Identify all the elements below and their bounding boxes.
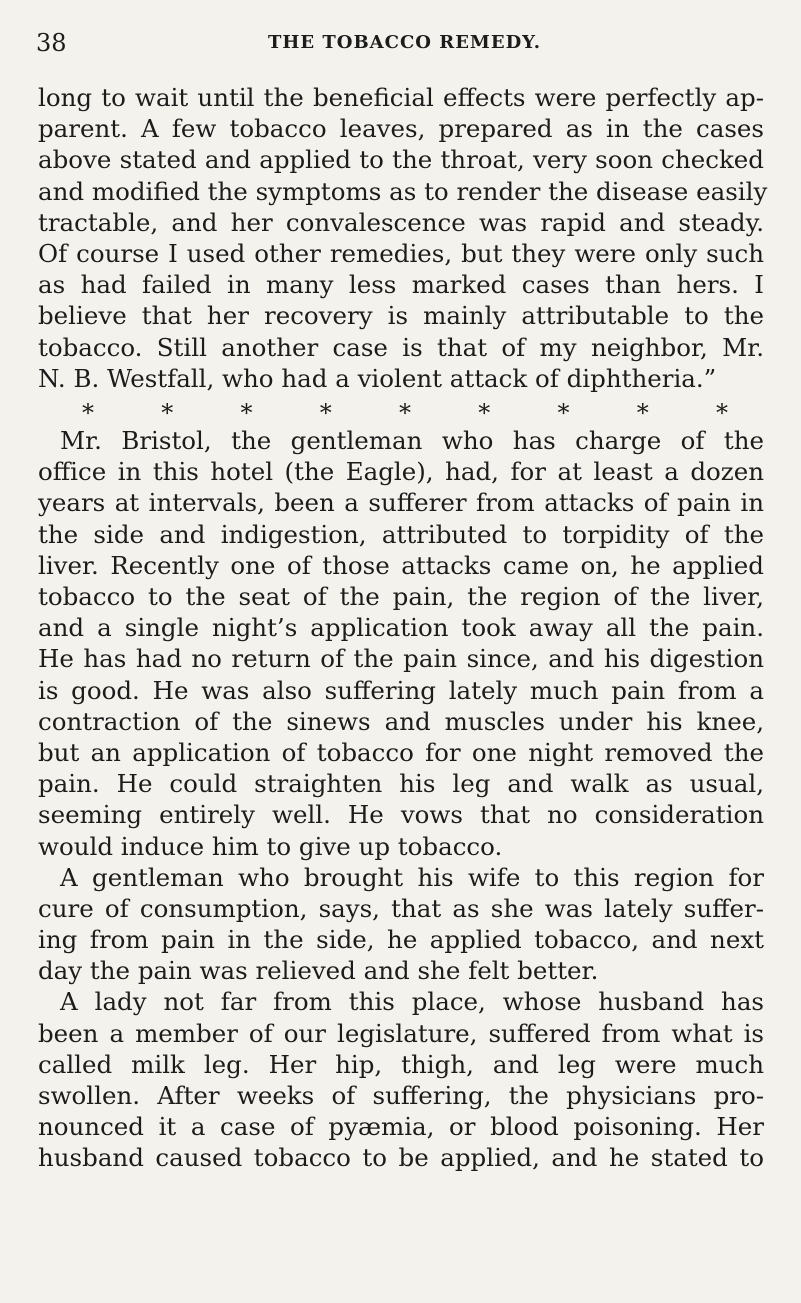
asterisk: *: [161, 398, 174, 427]
page-header: [36, 28, 766, 58]
paragraph-4: [38, 986, 764, 1173]
text-line: cure of consumption, says, that as she was lately suffer-: [38, 893, 764, 923]
text-line: called milk leg. Her hip, thigh, and leg were much: [38, 1049, 764, 1079]
asterisk-separator: [82, 394, 728, 425]
text-line: day the pain was relieved and she felt better.: [38, 956, 599, 986]
running-head: THE TOBACCO REMEDY.: [268, 32, 541, 53]
asterisk: *: [82, 398, 94, 427]
text-line: tractable, and her convalescence was rapid and steady.: [38, 207, 764, 237]
paragraph-1: [38, 82, 768, 394]
paragraph-3: [38, 862, 764, 987]
text-line: ing from pain in the side, he applied tobacco, and next: [38, 925, 764, 955]
text-line: above stated and applied to the throat, very soon checked: [38, 145, 764, 175]
text-line: been a member of our legislature, suffered from what is: [38, 1018, 764, 1048]
text-line: tobacco. Still another case is that of my neighbor, Mr.: [38, 332, 764, 362]
text-line: Mr. Bristol, the gentleman who has charge of the: [60, 426, 764, 456]
text-line: swollen. After weeks of suffering, the physicians pro-: [38, 1081, 764, 1110]
text-line: as had failed in many less marked cases than hers. I: [38, 270, 764, 300]
text-line: office in this hotel (the Eagle), had, for at least a dozen: [38, 457, 764, 487]
text-line: years at intervals, been a sufferer from attacks of pain in: [38, 488, 764, 518]
text-line: is good. He was also suffering lately much pain from a: [38, 675, 764, 705]
asterisk: *: [716, 398, 728, 427]
asterisk: *: [399, 398, 411, 427]
text-line: the side and indigestion, attributed to torpidity of the: [38, 519, 764, 549]
text-line: A gentleman who brought his wife to this region for: [60, 862, 764, 892]
asterisk: *: [319, 398, 332, 427]
asterisk: *: [636, 398, 649, 427]
text-line: long to wait until the beneficial effects were perfectly ap-: [38, 83, 764, 112]
text-line: believe that her recovery is mainly attributable to the: [38, 301, 764, 331]
text-line: N. B. Westfall, who had a violent attack of diphtheria.”: [38, 363, 717, 393]
text-line: contraction of the sinews and muscles under his knee,: [38, 706, 764, 736]
text-line: parent. A few tobacco leaves, prepared as in the cases: [38, 114, 764, 144]
text-line: but an application of tobacco for one night removed the: [38, 737, 764, 767]
body-text: [38, 82, 768, 1174]
text-line: husband caused tobacco to be applied, and he stated to: [38, 1143, 764, 1173]
page-number: 38: [36, 29, 67, 57]
paragraph-2: [38, 425, 764, 862]
asterisk: *: [557, 398, 570, 427]
text-line: seeming entirely well. He vows that no consideration: [38, 800, 764, 830]
text-line: and a single night’s application took away all the pain.: [38, 613, 764, 643]
text-line: Of course I used other remedies, but they were only such: [38, 238, 764, 268]
text-line: tobacco to the seat of the pain, the region of the liver,: [38, 582, 764, 611]
asterisk: *: [478, 398, 491, 427]
text-line: pain. He could straighten his leg and walk as usual,: [38, 769, 764, 799]
text-line: and modified the symptoms as to render the disease easily: [38, 176, 768, 206]
asterisk: *: [240, 398, 253, 427]
text-line: A lady not far from this place, whose husband has: [60, 987, 764, 1017]
text-line: liver. Recently one of those attacks came on, he applied: [38, 550, 764, 580]
text-line: would induce him to give up tobacco.: [38, 831, 503, 861]
text-line: nounced it a case of pyæmia, or blood poisoning. Her: [38, 1112, 764, 1142]
text-line: He has had no return of the pain since, and his digestion: [38, 644, 764, 674]
